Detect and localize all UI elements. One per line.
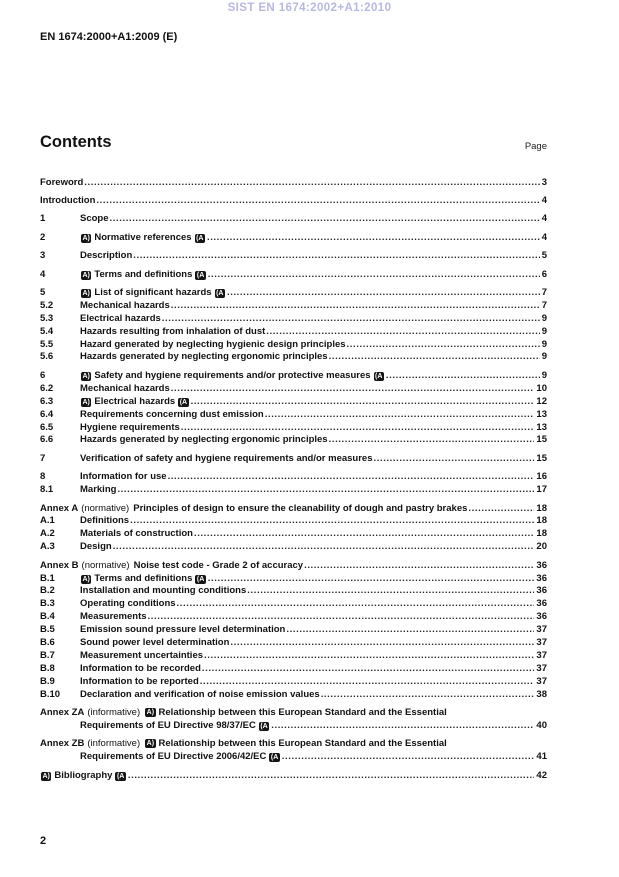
toc-entry bbox=[40, 598, 547, 611]
toc-entry-number: 8 bbox=[40, 471, 46, 483]
dot-leader bbox=[130, 515, 534, 528]
toc-entry-title: List of significant hazards bbox=[94, 286, 212, 298]
amendment-end-icon: (A bbox=[375, 372, 383, 380]
dot-leader bbox=[171, 300, 540, 313]
toc-entry-title: Safety and hygiene requirements and/or protective measures bbox=[94, 369, 371, 381]
amendment-end-icon: (A bbox=[216, 289, 224, 297]
toc-entry bbox=[40, 370, 547, 383]
toc-entry-number: 6.3 bbox=[40, 395, 54, 407]
toc-entry bbox=[40, 396, 547, 409]
toc-entry-page: 36 bbox=[536, 559, 547, 571]
toc-entry-line2 bbox=[40, 720, 547, 733]
dot-leader bbox=[329, 351, 540, 364]
toc-entry-page: 7 bbox=[541, 299, 547, 311]
toc-entry-page: 9 bbox=[541, 338, 547, 350]
dot-leader bbox=[162, 313, 540, 326]
toc-entry-title: Electrical hazards bbox=[80, 312, 161, 324]
toc-entry-page: 38 bbox=[536, 688, 547, 700]
toc-entry-page: 4 bbox=[541, 213, 547, 225]
toc-entry-prefix: Annex B bbox=[40, 559, 79, 571]
toc-entry-page: 37 bbox=[536, 624, 547, 636]
toc-entry-page: 36 bbox=[536, 572, 547, 584]
toc-entry-page: 16 bbox=[536, 471, 547, 483]
toc-entry-title: Sound power level determination bbox=[80, 637, 230, 649]
toc-entry-page: 13 bbox=[536, 408, 547, 420]
dot-leader bbox=[200, 676, 535, 689]
dot-leader bbox=[181, 422, 535, 435]
toc-entry bbox=[40, 738, 547, 764]
toc-entry-page: 36 bbox=[536, 598, 547, 610]
amendment-end-icon: (A bbox=[116, 772, 125, 780]
toc-entry-number: 8.1 bbox=[40, 484, 54, 496]
toc-entry bbox=[40, 650, 547, 663]
toc-entry-title: Description bbox=[80, 250, 133, 262]
toc-entry bbox=[40, 585, 547, 598]
toc-entry-page: 7 bbox=[541, 286, 547, 298]
toc-entry bbox=[40, 177, 547, 190]
toc-entry-title: Foreword bbox=[40, 176, 84, 188]
amendment-start-icon: A) bbox=[146, 740, 155, 748]
toc-entry-page: 6 bbox=[541, 268, 547, 280]
toc-entry bbox=[40, 269, 547, 282]
toc-entry-page: 18 bbox=[536, 502, 547, 514]
toc-entry-page: 4 bbox=[541, 194, 547, 206]
toc-entry bbox=[40, 287, 547, 300]
toc-entry-number: 1 bbox=[40, 213, 46, 225]
dot-leader bbox=[96, 195, 539, 208]
toc-entry-title: Mechanical hazards bbox=[80, 299, 170, 311]
toc-entry-page: 3 bbox=[541, 176, 547, 188]
dot-leader bbox=[265, 409, 535, 422]
contents-header bbox=[40, 133, 547, 152]
toc-entry-page: 37 bbox=[536, 675, 547, 687]
toc-entry-title: Verification of safety and hygiene requirements and/or measures bbox=[80, 452, 373, 464]
toc-entry-page: 13 bbox=[536, 421, 547, 433]
toc-entry-title: Hazards resulting from inhalation of dust bbox=[80, 325, 266, 337]
toc-entry-title: Electrical hazards bbox=[94, 395, 176, 407]
toc-entry bbox=[40, 383, 547, 396]
toc-entry-number: 6.2 bbox=[40, 382, 54, 394]
toc-entry-page: 12 bbox=[536, 395, 547, 407]
dot-leader bbox=[171, 383, 535, 396]
amendment-end-icon: (A bbox=[260, 723, 268, 731]
toc-entry-number: 6.5 bbox=[40, 421, 54, 433]
toc-entry-page: 17 bbox=[536, 484, 547, 496]
toc-entry-prefix: Annex A bbox=[40, 502, 79, 514]
toc-entry bbox=[40, 515, 547, 528]
dot-leader bbox=[386, 370, 540, 383]
toc-entry-page: 15 bbox=[536, 452, 547, 464]
toc-entry bbox=[40, 560, 547, 573]
toc-entry-prefix: Annex ZB bbox=[40, 738, 85, 750]
contents-heading: Contents bbox=[40, 133, 112, 151]
document-reference: EN 1674:2000+A1:2009 (E) bbox=[40, 31, 178, 43]
toc-entry-number: B.5 bbox=[40, 624, 55, 636]
toc-entry-number: B.4 bbox=[40, 611, 55, 623]
toc-entry-number: 5 bbox=[40, 286, 46, 298]
dot-leader bbox=[168, 471, 535, 484]
toc-entry-number: A.1 bbox=[40, 515, 55, 527]
toc-entry-title: Measurements bbox=[80, 611, 147, 623]
sist-watermark: SIST EN 1674:2002+A1:2010 bbox=[227, 2, 392, 14]
toc-entry-number: B.1 bbox=[40, 572, 55, 584]
toc-entry-title: Noise test code - Grade 2 of accuracy bbox=[133, 559, 304, 571]
amendment-start-icon: A) bbox=[42, 772, 50, 780]
dot-leader bbox=[191, 396, 535, 409]
amendment-start-icon: A) bbox=[82, 575, 90, 583]
toc-entry-page: 36 bbox=[536, 585, 547, 597]
toc-entry-page: 10 bbox=[536, 382, 547, 394]
toc-entry-number: B.3 bbox=[40, 598, 55, 610]
dot-leader bbox=[329, 434, 535, 447]
toc-entry bbox=[40, 250, 547, 263]
toc-entry-title: Mechanical hazards bbox=[80, 382, 170, 394]
amendment-end-icon: (A bbox=[196, 271, 205, 279]
toc-entry-page: 36 bbox=[536, 611, 547, 623]
toc-entry bbox=[40, 503, 547, 516]
amendment-start-icon: A) bbox=[82, 234, 90, 242]
toc-entry-page: 9 bbox=[541, 312, 547, 324]
toc-entry bbox=[40, 326, 547, 339]
toc-entry-note: (informative) bbox=[87, 738, 141, 750]
toc-entry-number: A.2 bbox=[40, 528, 55, 540]
toc-entry-title: Principles of design to ensure the cleanability of dough and pastry brakes bbox=[133, 502, 468, 514]
amendment-start-icon: A) bbox=[82, 372, 90, 380]
dot-leader bbox=[347, 339, 540, 352]
toc-entry-number: 5.2 bbox=[40, 299, 54, 311]
dot-leader bbox=[208, 573, 535, 586]
toc-entry-page: 5 bbox=[541, 250, 547, 262]
toc-entry bbox=[40, 676, 547, 689]
dot-leader bbox=[128, 770, 535, 783]
toc-entry bbox=[40, 770, 547, 783]
toc-entry-page: 37 bbox=[536, 650, 547, 661]
amendment-end-icon: (A bbox=[196, 234, 204, 242]
dot-leader bbox=[177, 598, 535, 611]
dot-leader bbox=[207, 232, 540, 245]
dot-leader bbox=[373, 453, 534, 466]
toc-entry bbox=[40, 409, 547, 422]
toc-entry-title: Relationship between this European Standard and the Essential bbox=[158, 738, 447, 750]
toc-entry-page: 15 bbox=[536, 434, 547, 446]
toc-entry-page: 9 bbox=[541, 351, 547, 363]
toc-entry-number: B.8 bbox=[40, 662, 55, 674]
dot-leader bbox=[133, 250, 539, 263]
toc-entry-number: 5.5 bbox=[40, 338, 54, 350]
toc-entry-line1 bbox=[40, 707, 547, 720]
toc-entry-page: 20 bbox=[536, 541, 547, 553]
toc-entry-title: Hygiene requirements bbox=[80, 421, 180, 433]
amendment-end-icon: (A bbox=[196, 575, 205, 583]
amendment-start-icon: A) bbox=[82, 289, 90, 297]
toc-entry-number: 5.6 bbox=[40, 351, 54, 363]
toc-list bbox=[40, 171, 547, 783]
toc-entry-title: Relationship between this European Standard and the Essential bbox=[158, 707, 447, 719]
toc-entry-page: 41 bbox=[536, 751, 547, 763]
toc-entry bbox=[40, 541, 547, 554]
toc-entry-title: Operating conditions bbox=[80, 598, 176, 610]
toc-entry-title: Normative references bbox=[94, 231, 192, 243]
toc-entry-line2 bbox=[40, 751, 547, 764]
toc-entry-number: 2 bbox=[40, 231, 46, 243]
toc-entry-number: 6 bbox=[40, 369, 46, 381]
toc-entry bbox=[40, 339, 547, 352]
toc-entry bbox=[40, 637, 547, 650]
toc-entry-page: 18 bbox=[536, 528, 547, 540]
toc-entry bbox=[40, 313, 547, 326]
toc-entry-title: Declaration and verification of noise emission values bbox=[80, 688, 320, 700]
toc-entry bbox=[40, 573, 547, 586]
toc-entry bbox=[40, 611, 547, 624]
dot-leader bbox=[204, 650, 534, 663]
footer-page-number: 2 bbox=[40, 835, 47, 847]
toc-entry-number: 7 bbox=[40, 452, 46, 464]
toc-entry bbox=[40, 453, 547, 466]
dot-leader bbox=[247, 585, 534, 598]
toc-entry-number: B.2 bbox=[40, 585, 55, 597]
toc-entry bbox=[40, 484, 547, 497]
toc-entry-number: 5.4 bbox=[40, 325, 54, 337]
dot-leader bbox=[227, 287, 540, 300]
dot-leader bbox=[202, 663, 535, 676]
toc-entry-title: Scope bbox=[80, 213, 109, 225]
dot-leader bbox=[84, 177, 539, 190]
dot-leader bbox=[148, 611, 535, 624]
toc-entry-note: (normative) bbox=[81, 502, 130, 514]
toc-entry-number: B.10 bbox=[40, 688, 61, 700]
toc-entry-title: Information to be recorded bbox=[80, 662, 201, 674]
toc-entry bbox=[40, 471, 547, 484]
toc-entry bbox=[40, 689, 547, 702]
toc-entry-page: 37 bbox=[536, 637, 547, 649]
toc-entry-number: 4 bbox=[40, 268, 46, 280]
toc-entry-number: 6.6 bbox=[40, 434, 54, 446]
toc-entry-title: Marking bbox=[80, 484, 117, 496]
dot-leader bbox=[286, 624, 534, 637]
dot-leader bbox=[282, 751, 535, 764]
toc-entry-title: Hazard generated by neglecting hygienic design principles bbox=[80, 338, 346, 350]
dot-leader bbox=[321, 689, 535, 702]
toc-entry-title: Installation and mounting conditions bbox=[80, 585, 247, 597]
toc-entry bbox=[40, 422, 547, 435]
toc-entry-title: Definitions bbox=[80, 515, 130, 527]
toc-entry bbox=[40, 195, 547, 208]
toc-entry-title: Hazards generated by neglecting ergonomic principles bbox=[80, 434, 328, 446]
toc-entry-title: Measurement uncertainties bbox=[80, 650, 204, 661]
toc-entry bbox=[40, 624, 547, 637]
dot-leader bbox=[194, 528, 534, 541]
dot-leader bbox=[271, 720, 534, 733]
toc-entry-title: Terms and definitions bbox=[94, 572, 193, 584]
toc-entry bbox=[40, 232, 547, 245]
toc-entry-page: 42 bbox=[536, 769, 547, 781]
toc-entry-title: Introduction bbox=[40, 194, 96, 206]
toc-entry-title: Requirements of EU Directive 2006/42/EC bbox=[80, 751, 267, 763]
toc-entry-page: 9 bbox=[541, 369, 547, 381]
toc-entry bbox=[40, 434, 547, 447]
toc-entry-title: Requirements concerning dust emission bbox=[80, 408, 264, 420]
toc-entry-title: Information for use bbox=[80, 471, 167, 483]
toc-entry-title: Hazards generated by neglecting ergonomic principles bbox=[80, 351, 328, 363]
amendment-start-icon: A) bbox=[82, 271, 90, 279]
toc-entry bbox=[40, 300, 547, 313]
toc-entry-number: 5.3 bbox=[40, 312, 54, 324]
toc-entry-title: Bibliography bbox=[54, 769, 113, 781]
toc-entry-title: Emission sound pressure level determination bbox=[80, 624, 286, 636]
toc-entry-title: Terms and definitions bbox=[94, 268, 193, 280]
toc-entry-page: 37 bbox=[536, 662, 547, 674]
dot-leader bbox=[468, 503, 534, 516]
toc-entry-number: B.6 bbox=[40, 637, 55, 649]
toc-entry-number: 6.4 bbox=[40, 408, 54, 420]
toc-entry bbox=[40, 351, 547, 364]
toc-entry bbox=[40, 528, 547, 541]
amendment-end-icon: (A bbox=[179, 398, 188, 406]
toc-entry-page: 9 bbox=[541, 325, 547, 337]
toc-entry-page: 18 bbox=[536, 515, 547, 527]
dot-leader bbox=[110, 213, 540, 226]
toc-entry bbox=[40, 707, 547, 733]
dot-leader bbox=[230, 637, 534, 650]
amendment-start-icon: A) bbox=[82, 398, 90, 406]
toc-entry-title: Materials of construction bbox=[80, 528, 193, 540]
toc-entry-prefix: Annex ZA bbox=[40, 707, 85, 719]
toc-entry-number: B.9 bbox=[40, 675, 55, 687]
toc-entry-line1 bbox=[40, 738, 547, 751]
dot-leader bbox=[208, 269, 540, 282]
toc-entry-title: Design bbox=[80, 541, 112, 553]
toc-entry-page: 4 bbox=[541, 231, 547, 243]
page-column-label: Page bbox=[524, 141, 547, 152]
toc-entry-number: A.3 bbox=[40, 541, 55, 553]
toc-entry-number: 3 bbox=[40, 250, 46, 262]
toc-entry-note: (normative) bbox=[81, 559, 130, 571]
dot-leader bbox=[113, 541, 535, 554]
amendment-end-icon: (A bbox=[270, 754, 279, 762]
dot-leader bbox=[117, 484, 534, 497]
toc-entry-number: B.7 bbox=[40, 650, 55, 661]
amendment-start-icon: A) bbox=[146, 709, 155, 717]
toc-entry bbox=[40, 663, 547, 676]
toc-entry-title: Requirements of EU Directive 98/37/EC bbox=[80, 720, 256, 732]
toc-entry-page: 40 bbox=[536, 720, 547, 732]
toc-entry-note: (informative) bbox=[87, 707, 141, 719]
dot-leader bbox=[304, 560, 534, 573]
toc-entry bbox=[40, 213, 547, 226]
toc-entry-title: Information to be reported bbox=[80, 675, 199, 687]
dot-leader bbox=[266, 326, 539, 339]
